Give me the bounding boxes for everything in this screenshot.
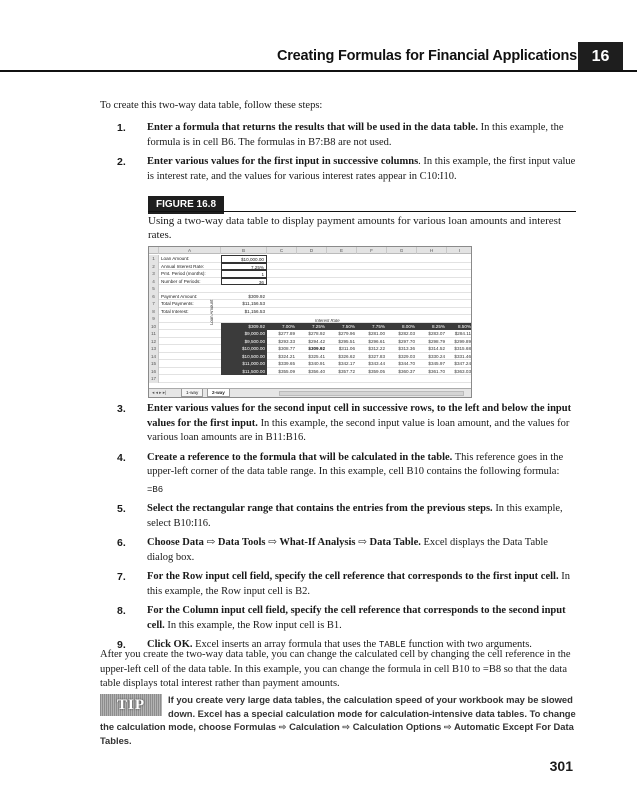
step-text: . In this example, the first input value is interest rate, and the values for various interest rates appear in C10:I10. [147, 156, 576, 182]
sheet-tab-2-way[interactable]: 2-way [207, 389, 230, 397]
step-number: 7. [117, 571, 126, 583]
row-number[interactable]: 7 [149, 300, 159, 308]
step-number: 9. [117, 639, 126, 651]
loan-amount-cell[interactable]: $11,500.00 [221, 368, 267, 376]
step-heading: Choose Data ⇨ Data Tools ⇨ What-If Analysis ⇨ Data Table. [147, 537, 421, 548]
payment-value-cell[interactable]: $327.83 [368, 353, 385, 359]
row-number[interactable]: 17 [149, 375, 159, 383]
sheet-row [149, 375, 472, 383]
loan-amount-cell[interactable]: $9,500.00 [221, 338, 267, 346]
steps-list-bottom [100, 402, 576, 658]
sheet-row [149, 285, 472, 293]
payment-value-cell[interactable]: $279.96 [338, 331, 355, 336]
step-heading: For the Column input cell field, specify the cell reference that corresponds to the second input cell. [147, 605, 566, 631]
row-number[interactable]: 12 [149, 338, 159, 346]
chapter-number-tab: 16 [578, 42, 623, 72]
sheet-row [149, 315, 472, 323]
payment-value-cell[interactable]: $329.03 [398, 353, 415, 359]
sheet-row [149, 300, 472, 308]
header-rule [0, 70, 637, 72]
step-item [100, 604, 576, 633]
payment-value-cell[interactable]: $308.77 [278, 346, 295, 351]
input-label-cell[interactable]: Annual Interest Rate: [161, 263, 205, 269]
payment-value-cell[interactable]: $344.70 [398, 361, 415, 366]
payment-value-cell[interactable]: $281.00 [368, 331, 385, 336]
input-value-cell[interactable]: 36 [221, 278, 267, 286]
step-heading: For the Row input cell field, specify the cell reference that corresponds to the first input cell. [147, 571, 559, 582]
rate-header-cell[interactable]: 8.50% [447, 323, 472, 331]
payment-value-cell[interactable]: $293.33 [278, 338, 295, 344]
column-header-b[interactable]: B [221, 247, 267, 254]
payment-value-cell[interactable]: $330.24 [428, 353, 445, 359]
loan-amount-label: Loan Amount [209, 299, 214, 325]
rate-header-cell[interactable]: 7.50% [327, 323, 357, 331]
tip-badge: TIP [100, 694, 162, 716]
sheet-tab-bar [149, 388, 472, 397]
sheet-tab-1-way[interactable]: 1-way [181, 389, 203, 397]
sheet-row [149, 353, 472, 361]
payment-value-cell[interactable]: $356.40 [308, 368, 325, 374]
loan-amount-cell[interactable]: $11,000.00 [221, 360, 267, 368]
tip-text: If you create very large data tables, the calculation speed of your workbook may be slowed down. Excel has a special calculation mode for calculation-intensive data tables. To change the calculation mode, choose Formulas ⇨ Calculation ⇨ Calculation Options ⇨ Automatic Except For Data Tables. [100, 694, 576, 746]
step-text: In this example, the Row input cell is B2. [147, 571, 570, 597]
tip-box [100, 693, 576, 747]
payment-value-cell[interactable]: $283.07 [428, 331, 445, 336]
payment-value-cell[interactable]: $299.89 [454, 338, 471, 344]
column-header-g[interactable]: G [387, 247, 417, 254]
step-text: Excel displays the Data Table dialog box. [147, 537, 548, 563]
horizontal-scrollbar[interactable] [279, 391, 464, 396]
payment-value-cell[interactable]: $324.21 [278, 353, 295, 359]
loan-amount-cell[interactable]: $9,000.00 [221, 330, 267, 338]
steps-list-top [100, 121, 576, 189]
sheet-row [149, 278, 472, 286]
result-value-cell[interactable]: $1,156.53 [244, 308, 265, 314]
payment-value-cell[interactable]: $357.72 [338, 368, 355, 374]
input-value-cell[interactable]: 1 [221, 270, 267, 278]
rate-header-cell[interactable]: 8.25% [417, 323, 447, 331]
payment-value-cell[interactable]: $297.70 [398, 338, 415, 344]
sheet-row [149, 255, 472, 263]
sheet-row [149, 360, 472, 368]
input-label-cell[interactable]: Loan Amount: [161, 256, 190, 261]
payment-value-cell[interactable]: $347.24 [454, 361, 471, 366]
rate-header-cell[interactable]: 7.25% [297, 323, 327, 331]
column-header-i[interactable]: I [447, 247, 472, 254]
payment-value-cell[interactable]: $282.03 [398, 331, 415, 336]
sheet-row [149, 368, 472, 376]
payment-value-cell[interactable]: $309.92 [308, 346, 325, 351]
sheet-row [149, 293, 472, 301]
payment-value-cell[interactable]: $343.44 [368, 361, 385, 366]
input-value-cell[interactable]: 7.25% [221, 263, 267, 271]
row-number[interactable]: 4 [149, 278, 159, 286]
payment-value-cell[interactable]: $294.42 [308, 338, 325, 344]
payment-value-cell[interactable]: $359.05 [368, 368, 385, 374]
step-text-after: function with two arguments. [405, 639, 532, 650]
result-value-cell[interactable]: $11,156.53 [242, 301, 265, 306]
figure-label [148, 194, 576, 212]
payment-value-cell[interactable]: $284.11 [454, 331, 471, 336]
spreadsheet-screenshot [148, 246, 472, 398]
result-value-cell[interactable]: $309.92 [248, 293, 265, 299]
result-label-cell[interactable]: Payment Amount: [161, 293, 198, 299]
step-item [100, 536, 576, 565]
payment-value-cell[interactable]: $325.41 [308, 353, 325, 359]
row-number[interactable]: 15 [149, 360, 159, 368]
step-number: 8. [117, 605, 126, 617]
rate-header-cell[interactable]: 7.75% [357, 323, 387, 331]
sheet-row [149, 330, 472, 338]
sheet-nav-arrows-icon[interactable]: ◂ ◂ ▸ ▸| [152, 390, 167, 395]
row-number[interactable]: 13 [149, 345, 159, 353]
inline-code: TABLE [378, 640, 406, 650]
loan-amount-cell[interactable]: $10,000.00 [221, 345, 267, 353]
step-number: 6. [117, 537, 126, 549]
intro-text: To create this two-way data table, follow these steps: [100, 100, 323, 111]
interest-rate-label: Interest Rate [315, 318, 340, 323]
step-item [100, 155, 576, 184]
row-number[interactable]: 3 [149, 270, 159, 278]
payment-value-cell[interactable]: $278.92 [308, 331, 325, 336]
payment-value-cell[interactable]: $340.91 [308, 361, 325, 366]
sheet-row [149, 338, 472, 346]
sheet-row [149, 323, 472, 331]
payment-value-cell[interactable]: $339.65 [278, 361, 295, 366]
step-item [100, 451, 576, 498]
result-label-cell[interactable]: Total Interest: [161, 308, 189, 314]
step-number: 4. [117, 451, 126, 464]
step-heading: Enter a formula that returns the results that will be used in the data table. [147, 122, 479, 133]
column-header-a[interactable]: A [159, 247, 221, 254]
page-number: 301 [549, 758, 573, 774]
column-header-e[interactable]: E [327, 247, 357, 254]
row-number[interactable]: 10 [149, 323, 159, 331]
payment-value-cell[interactable]: $361.70 [428, 368, 445, 374]
step-heading: Create a reference to the formula that will be calculated in the table. [147, 451, 453, 463]
loan-amount-cell[interactable]: $10,500.00 [221, 353, 267, 361]
figure-caption: Using a two-way data table to display payment amounts for various loan amounts and interest rates. [148, 215, 562, 241]
step-heading: Enter various values for the second input cell in successive rows, to the left and below the input values for the first input. [147, 403, 572, 429]
payment-value-cell[interactable]: $355.09 [278, 368, 295, 374]
step-number: 5. [117, 503, 126, 515]
step-text: In this example, select B10:I16. [147, 503, 563, 529]
step-text: Excel inserts an array formula that uses the [192, 639, 379, 650]
column-header-d[interactable]: D [297, 247, 327, 254]
sheet-row [149, 263, 472, 271]
data-table-corner-formula[interactable]: $309.92 [221, 323, 267, 331]
step-number: 3. [117, 403, 126, 415]
row-number[interactable]: 5 [149, 285, 159, 293]
step-item [100, 570, 576, 599]
column-headers [149, 247, 472, 254]
row-number[interactable]: 8 [149, 308, 159, 316]
payment-value-cell[interactable]: $296.61 [368, 338, 385, 344]
payment-value-cell[interactable]: $313.36 [398, 346, 415, 351]
step-text: In this example, the second input value is loan amount, and the values for various loan amounts are in B11:B16. [147, 417, 570, 443]
row-number[interactable]: 1 [149, 255, 159, 263]
step-text: In this example, the Row input cell is B1. [164, 619, 342, 631]
payment-value-cell[interactable]: $363.03 [454, 368, 471, 374]
row-number[interactable]: 14 [149, 353, 159, 361]
payment-value-cell[interactable]: $326.62 [338, 353, 355, 359]
figure-tag: FIGURE 16.8 [148, 196, 224, 214]
payment-value-cell[interactable]: $331.46 [454, 353, 471, 359]
running-header [0, 46, 637, 72]
row-number[interactable]: 11 [149, 330, 159, 338]
payment-value-cell[interactable]: $360.37 [398, 368, 415, 374]
sheet-row [149, 345, 472, 353]
payment-value-cell[interactable]: $298.79 [428, 338, 445, 344]
step-text: In this example, the formula is in cell B6. The formulas in B7:B8 are not used. [147, 122, 564, 148]
payment-value-cell[interactable]: $277.89 [278, 331, 295, 336]
rate-header-cell[interactable]: 8.00% [387, 323, 417, 331]
step-number: 2. [117, 156, 126, 168]
column-header-h[interactable]: H [417, 247, 447, 254]
sheet-row [149, 270, 472, 278]
row-number[interactable]: 2 [149, 263, 159, 271]
row-number[interactable]: 16 [149, 368, 159, 376]
column-header-c[interactable]: C [267, 247, 297, 254]
row-number[interactable]: 6 [149, 293, 159, 301]
payment-value-cell[interactable]: $314.52 [428, 346, 445, 351]
input-value-cell[interactable]: $10,000.00 [221, 255, 267, 263]
payment-value-cell[interactable]: $295.51 [338, 338, 355, 344]
payment-value-cell[interactable]: $345.97 [428, 361, 445, 366]
sheet-row [149, 308, 472, 316]
column-header-f[interactable]: F [357, 247, 387, 254]
result-label-cell[interactable]: Total Payments: [161, 301, 194, 306]
formula-code: =B6 [147, 484, 164, 495]
step-heading: Click OK. [147, 639, 193, 650]
step-heading: Enter various values for the first input in successive columns [147, 156, 419, 167]
after-paragraph: After you create the two-way data table, you can change the calculated cell by changing the cell reference in the upper-left cell of the data table. In this example, you can change the formula in cell B10 to =B8 so that the data table displays total interest rather than payment amounts. [100, 649, 571, 689]
input-label-cell[interactable]: Pmt. Period (months): [161, 271, 206, 276]
step-number: 1. [117, 122, 126, 134]
payment-value-cell[interactable]: $342.17 [338, 361, 355, 366]
figure-rule [148, 211, 576, 212]
step-item [100, 121, 576, 150]
input-label-cell[interactable]: Number of Periods: [161, 278, 201, 284]
rate-header-cell[interactable]: 7.00% [267, 323, 297, 331]
payment-value-cell[interactable]: $315.68 [454, 346, 471, 351]
step-heading: Select the rectangular range that contains the entries from the previous steps. [147, 503, 493, 514]
step-item [100, 402, 576, 446]
payment-value-cell[interactable]: $312.22 [368, 346, 385, 351]
step-text: This reference goes in the upper-left corner of the data table range. In this example, cell B10 contains the following formula: [147, 451, 564, 477]
step-item [100, 502, 576, 531]
payment-value-cell[interactable]: $311.06 [338, 346, 355, 351]
row-number[interactable]: 9 [149, 315, 159, 323]
select-all-corner[interactable] [149, 247, 159, 254]
running-header-title: Creating Formulas for Financial Applications [276, 48, 577, 64]
